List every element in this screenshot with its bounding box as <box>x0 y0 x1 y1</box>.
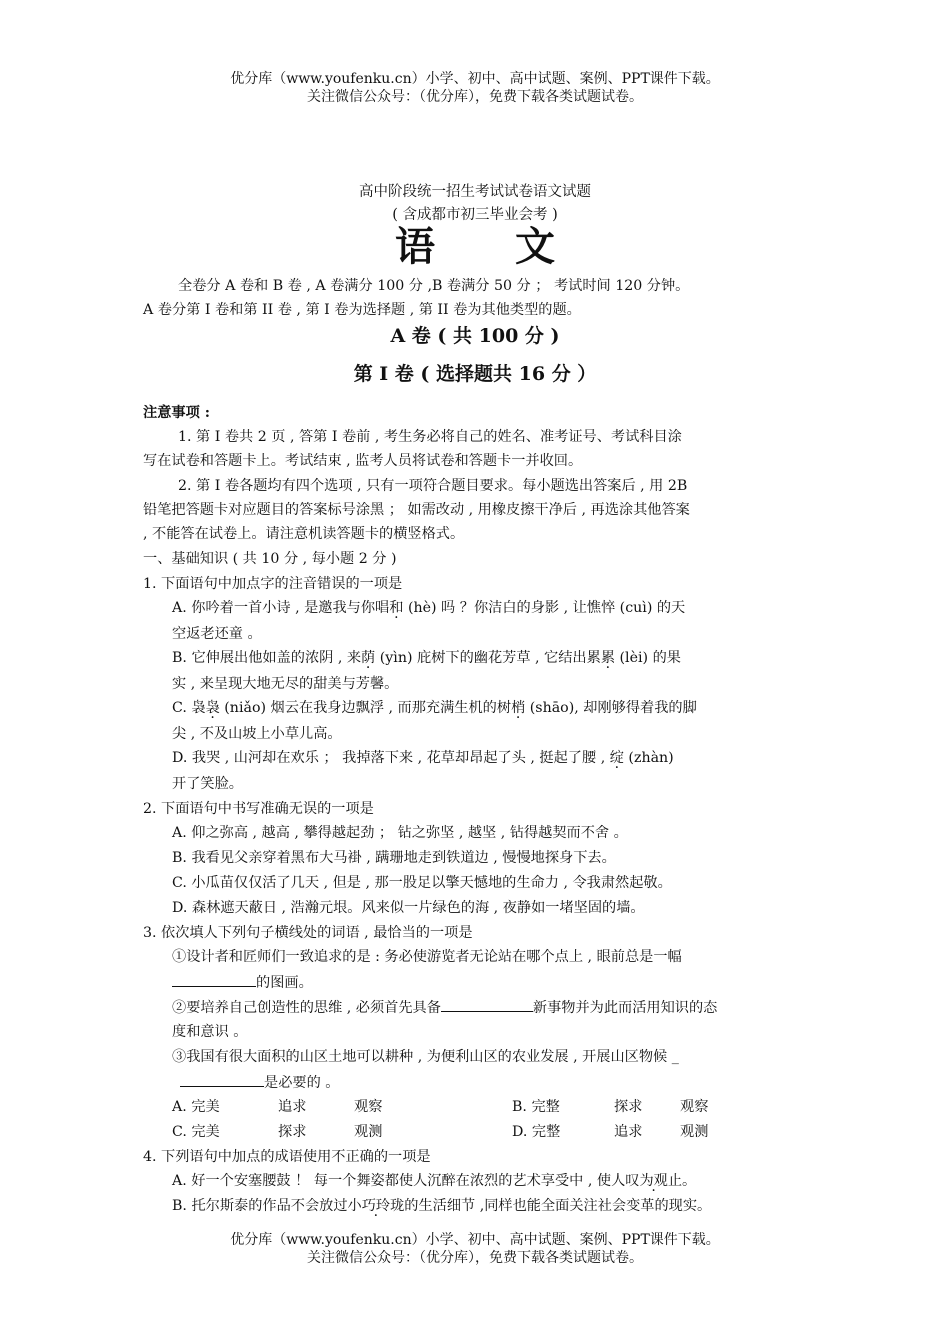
q1-option-c-cont: 尖 , 不及山坡上小草儿高。 <box>172 726 342 742</box>
q2-stem: 2. 下面语句中书写准确无误的一项是 <box>143 801 374 817</box>
q3-s2-tail: 新事物并为此而活用知识的态 <box>532 1000 718 1016</box>
intro-line-1: 全卷分 A 卷和 B 卷 , A 卷满分 100 分 ,B 卷满分 50 分 ； 考试时间 120 分钟。 <box>178 278 690 294</box>
intro-line-2: A 卷分第 I 卷和第 II 卷 , 第 I 卷为选择题 , 第 II 卷为其他类型的题。 <box>143 302 581 318</box>
q3-s1-tail: 的图画。 <box>256 975 313 991</box>
note-2-line-1: 2. 第 I 卷各题均有四个选项 , 只有一项符合题目要求。每小题选出答案后 , 用 2B <box>178 478 688 494</box>
part-1-heading: 一、基础知识 ( 共 10 分 , 每小题 2 分 ) <box>143 551 397 567</box>
q1-c-dotted: 袅 <box>205 700 220 716</box>
section-a-title: A 卷 ( 共 100 分 ) <box>390 325 560 347</box>
q3-opt-b-3: 观察 <box>680 1099 709 1115</box>
q4-stem: 4. 下列语句中加点的成语使用不正确的一项是 <box>143 1149 431 1165</box>
q1-option-d-cont: 开了笑脸。 <box>172 776 243 792</box>
q4-b-text-2: 的生活细节 ,同样也能全面关注社会变革的现实。 <box>404 1198 712 1214</box>
q1-stem: 1. 下面语句中加点字的注音错误的一项是 <box>143 576 403 592</box>
q3-stem: 3. 依次填人下列句子横线处的词语 , 最恰当的一项是 <box>143 925 473 941</box>
q1-b-dotted-2: 累 <box>600 650 616 666</box>
q3-sentence-2 <box>172 997 717 1018</box>
q1-option-b <box>172 648 681 668</box>
q3-sentence-2-cont: 度和意识 。 <box>172 1024 248 1040</box>
q3-opt-b-1: B. 完整 <box>512 1099 560 1115</box>
q1-option-b-cont: 实 , 来呈现大地无尽的甜美与芳馨。 <box>172 676 399 692</box>
note-2-line-2: 铅笔把答题卡对应题目的答案标号涂黑 ； 如需改动 , 用橡皮擦干净后 , 再选涂其他答案 <box>143 502 690 518</box>
note-1-line-2: 写在试卷和答题卡上。考试结束 , 监考人员将试卷和答题卡一并收回。 <box>143 453 583 469</box>
q2-option-d: D. 森林遮天蔽日 , 浩瀚元垠。风来似一片绿色的海 , 夜静如一堵坚固的墙。 <box>172 900 645 916</box>
q1-d-text-2: (zhàn) <box>623 750 674 766</box>
q1-c-text-2: (niǎo) 烟云在我身边飘浮 , 而那充满生机的树 <box>219 700 512 716</box>
q3-opt-c-1: C. 完美 <box>172 1124 220 1140</box>
q3-opt-a-1: A. 完美 <box>172 1099 220 1115</box>
q1-d-dotted: 绽 <box>609 750 624 766</box>
q4-a-text: A. 好一个安塞腰鼓 ！ 每一个舞姿都使人沉醉在浓烈的艺术享受中 , 使人 <box>172 1173 626 1189</box>
q4-option-a <box>172 1171 696 1191</box>
q2-option-c: C. 小瓜苗仅仅活了几天 , 但是 , 那一股足以擎天憾地的生命力 , 令我肃然起敬。 <box>172 875 672 891</box>
q3-s2-head: ②要培养自己创造性的思维 , 必须首先具备 <box>172 1000 441 1016</box>
q1-b-text: B. 它伸展出他如盖的浓阴 , 来 <box>172 650 362 666</box>
q1-option-a-cont: 空返老还童 。 <box>172 626 262 642</box>
q3-sentence-3-cont <box>172 1072 339 1093</box>
q4-a-dotted: 叹为观止 <box>625 1173 683 1189</box>
q3-opt-b-2: 探求 <box>614 1099 643 1115</box>
q3-opt-c-3: 观测 <box>354 1124 383 1140</box>
footer-line-1: 优分库（www.youfenku.cn）小学、初中、高中试题、案例、PPT课件下载。 <box>230 1232 720 1248</box>
q1-option-c <box>172 698 697 718</box>
q1-a-dotted: 和 <box>389 600 404 616</box>
q1-c-text-3: (shāo), 却刚够得着我的脚 <box>525 700 697 716</box>
part-one-title: 第 I 卷 ( 选择题共 16 分 ） <box>353 363 597 385</box>
q3-opt-d-2: 追求 <box>614 1124 643 1140</box>
exam-subtitle: 高中阶段统一招生考试试卷语文试题 <box>359 184 591 200</box>
q1-b-text-3: (lèi) 的果 <box>615 650 681 666</box>
header-line-2: 关注微信公众号：（优分库），免费下载各类试题试卷。 <box>307 89 643 105</box>
q1-c-text: C. 袅 <box>172 700 206 716</box>
q3-sentence-3: ③我国有很大面积的山区土地可以耕种 , 为便利山区的农业发展 , 开展山区物候 _ <box>172 1049 679 1065</box>
q3-blank-2[interactable] <box>441 997 533 1012</box>
q2-option-a: A. 仰之弥高 , 越高 , 攀得越起劲 ； 钻之弥坚 , 越坚 , 钻得越契而不舍 。 <box>172 825 628 841</box>
q2-option-b: B. 我看见父亲穿着黑布大马褂 , 蹒珊地走到铁道边 , 慢慢地探身下去。 <box>172 850 616 866</box>
q1-a-text: A. 你吟着一首小诗 , 是邀我与你唱 <box>172 600 390 616</box>
q1-b-dotted: 荫 <box>361 650 376 666</box>
note-1-line-1: 1. 第 I 卷共 2 页 , 答第 I 卷前 , 考生务必将自己的姓名、准考证号、考试科目涂 <box>178 429 682 445</box>
q3-opt-a-2: 追求 <box>278 1099 307 1115</box>
q3-blank-3[interactable] <box>180 1072 264 1087</box>
header-line-1: 优分库（www.youfenku.cn）小学、初中、高中试题、案例、PPT课件下载。 <box>230 71 720 87</box>
q4-a-text-2: 。 <box>682 1173 697 1189</box>
note-2-line-3: , 不能答在试卷上。请注意机读答题卡的横竖格式。 <box>143 526 465 542</box>
q3-opt-d-1: D. 完整 <box>512 1124 561 1140</box>
page-title: 语 文 <box>395 223 555 270</box>
q4-option-b <box>172 1196 711 1216</box>
q3-opt-d-3: 观测 <box>680 1124 709 1140</box>
q3-opt-c-2: 探求 <box>278 1124 307 1140</box>
q1-d-text: D. 我哭 , 山河却在欢乐 ； 我掉落下来 , 花草却昂起了头 , 挺起了腰 , <box>172 750 610 766</box>
q3-opt-a-3: 观察 <box>354 1099 383 1115</box>
q3-s3-tail: 是必要的 。 <box>264 1075 340 1091</box>
q1-b-text-2: (yìn) 庇树下的幽花芳草 , 它结出累 <box>375 650 601 666</box>
exam-subtitle-2: ( 含成都市初三毕业会考 ) <box>392 207 558 223</box>
notice-heading: 注意事项 : <box>143 405 210 421</box>
q4-b-text: B. 托尔斯泰的作品不会放过 <box>172 1198 348 1214</box>
q1-option-d <box>172 748 674 768</box>
footer-line-2: 关注微信公众号：（优分库），免费下载各类试题试卷。 <box>307 1250 643 1266</box>
q3-sentence-1: ①设计者和匠师们一致追求的是 : 务必使游览者无论站在哪个点上 , 眼前总是一幅 <box>172 949 682 965</box>
q1-c-dotted-2: 梢 <box>511 700 526 716</box>
q4-b-dotted: 小巧玲珑 <box>347 1198 405 1214</box>
q3-blank-1[interactable] <box>172 972 256 987</box>
q3-sentence-1-cont <box>172 972 313 993</box>
q1-a-text-2: (hè) 吗 ？你洁白的身影 , 让憔悴 (cuì) 的天 <box>403 600 686 616</box>
q1-option-a <box>172 598 685 618</box>
